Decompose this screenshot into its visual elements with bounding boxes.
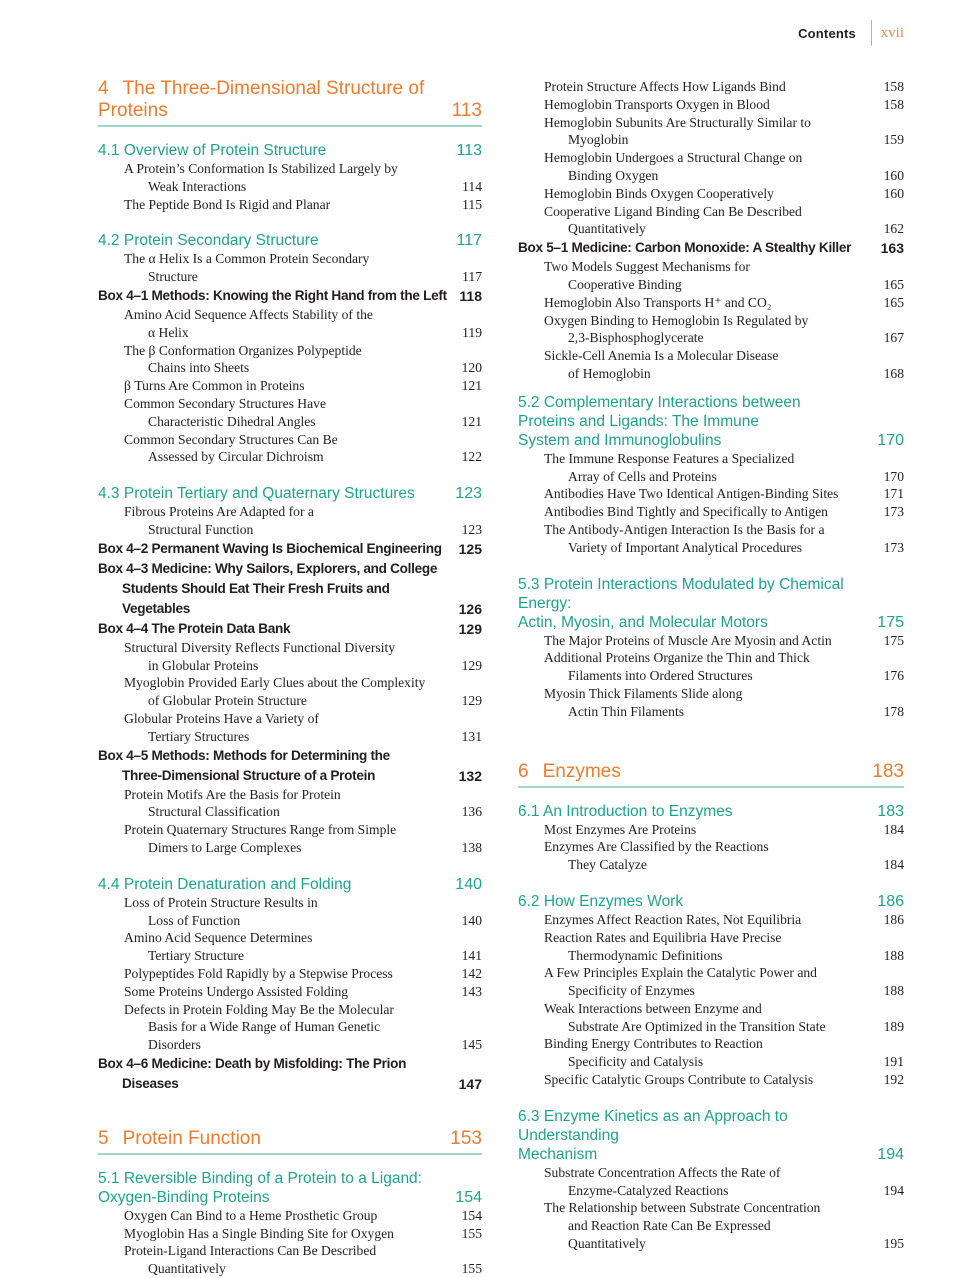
entry-title: Weak Interactions between Enzyme and Substrate Are Optimized in the Transition State	[544, 1000, 826, 1034]
box-entry[interactable]	[98, 539, 482, 559]
entry-title: Protein Motifs Are the Basis for Protein Structural Classification	[124, 786, 341, 820]
section-heading[interactable]	[98, 1169, 482, 1207]
entry-page: 125	[458, 540, 482, 557]
box-title: Box 5–1 Medicine: Carbon Monoxide: A Stealthy Killer	[518, 240, 852, 256]
toc-entry[interactable]	[518, 911, 904, 929]
entry-title: The β Conformation Organizes Polypeptide Chains into Sheets	[124, 342, 362, 376]
section-title: 4.4 Protein Denaturation and Folding	[98, 875, 352, 893]
chapter-title: Protein Function	[122, 1127, 261, 1149]
entry-page: 122	[461, 449, 482, 465]
entry-page: 192	[883, 1072, 904, 1088]
entry-page: 138	[461, 839, 482, 855]
running-head: Contents	[798, 26, 856, 41]
entry-page: 129	[461, 693, 482, 709]
entry-title: Amino Acid Sequence Determines Tertiary Structure	[124, 930, 313, 964]
box-entry[interactable]	[98, 559, 482, 619]
section-heading[interactable]	[518, 575, 904, 632]
entry-page: 188	[883, 983, 904, 999]
section-heading[interactable]	[518, 393, 904, 450]
entry-page: 120	[461, 360, 482, 376]
toc-entry[interactable]	[518, 1035, 904, 1071]
toc-entry[interactable]	[98, 710, 482, 746]
entry-title: Amino Acid Sequence Affects Stability of the α Helix	[124, 306, 373, 340]
entry-title: Enzymes Are Classified by the Reactions They Catalyze	[544, 839, 769, 873]
section-heading[interactable]	[518, 1107, 904, 1164]
toc-entry[interactable]	[98, 377, 482, 395]
entry-page: 194	[883, 1182, 904, 1198]
entry-title: Antibodies Have Two Identical Antigen-Binding Sites	[544, 486, 839, 502]
entry-title: Two Models Suggest Mechanisms for Cooperative Binding	[544, 259, 750, 292]
entry-title: Binding Energy Contributes to Reaction Specificity and Catalysis	[544, 1036, 763, 1070]
entry-title: Common Secondary Structures Have Characteristic Dihedral Angles	[124, 395, 326, 429]
entry-title: Additional Proteins Organize the Thin and Thick Filaments into Ordered Structures	[544, 650, 810, 684]
entry-title: Hemoglobin Undergoes a Structural Change on Binding Oxygen	[544, 150, 803, 183]
entry-page: 129	[458, 620, 482, 637]
entry-page: 162	[883, 221, 904, 237]
toc-entry[interactable]	[518, 838, 904, 874]
toc-entry[interactable]	[518, 114, 904, 150]
entry-page: 173	[883, 539, 904, 555]
entry-page: 191	[883, 1054, 904, 1070]
section-page: 113	[456, 142, 482, 159]
toc-entry[interactable]	[98, 250, 482, 286]
chapter-4-sections	[98, 141, 482, 1094]
toc-entry[interactable]	[518, 1164, 904, 1200]
chapter-number: 5	[98, 1127, 109, 1149]
toc-entry[interactable]	[98, 1001, 482, 1054]
section-page: 194	[877, 1145, 904, 1163]
chapter-6-sections	[518, 802, 904, 1253]
entry-title: Structural Diversity Reflects Functional Diversity in Globular Proteins	[124, 639, 396, 673]
toc-entry[interactable]	[518, 1199, 904, 1252]
toc-entry[interactable]	[98, 431, 482, 467]
toc-entry[interactable]	[98, 821, 482, 857]
entry-page: 131	[461, 728, 482, 744]
entry-page: 176	[883, 668, 904, 684]
entry-page: 163	[880, 240, 904, 257]
entry-title: Substrate Concentration Affects the Rate of Enzyme-Catalyzed Reactions	[544, 1164, 781, 1198]
toc-entry[interactable]	[518, 185, 904, 203]
section-title: 4.3 Protein Tertiary and Quaternary Structures	[98, 485, 415, 503]
entry-title: Protein-Ligand Interactions Can Be Described Quantitatively	[124, 1243, 377, 1277]
entry-title: Common Secondary Structures Can Be Assessed by Circular Dichroism	[124, 431, 338, 465]
section-heading[interactable]	[98, 484, 482, 503]
entry-page: 168	[883, 365, 904, 381]
entry-page: 123	[461, 521, 482, 537]
section-title: 6.3 Enzyme Kinetics as an Approach to Understanding Mechanism	[518, 1107, 788, 1163]
entry-page: 155	[461, 1261, 482, 1277]
entry-title: Cooperative Ligand Binding Can Be Described Quantitatively	[544, 203, 802, 237]
toc-entry[interactable]	[98, 786, 482, 822]
toc-column-left	[98, 78, 482, 1278]
entry-page: 140	[461, 912, 482, 928]
toc-column-right	[518, 78, 904, 1253]
entry-title: The Peptide Bond Is Rigid and Planar	[124, 196, 331, 212]
entry-page: 119	[462, 324, 482, 340]
section-title: 4.2 Protein Secondary Structure	[98, 232, 319, 250]
entry-page: 184	[883, 821, 904, 837]
toc-entry[interactable]	[98, 639, 482, 675]
chapter-page: 153	[450, 1127, 482, 1149]
toc-entry[interactable]	[518, 312, 904, 348]
box-entry[interactable]	[98, 286, 482, 306]
section-page: 123	[455, 485, 482, 503]
box-entry[interactable]	[98, 746, 482, 786]
toc-entry[interactable]	[98, 674, 482, 710]
entry-page: 170	[883, 468, 904, 484]
toc-entry[interactable]	[518, 450, 904, 486]
toc-entry[interactable]	[98, 1207, 482, 1225]
section-page: 140	[455, 875, 482, 893]
toc-entry[interactable]	[518, 203, 904, 239]
entry-page: 186	[883, 911, 904, 927]
toc-entry[interactable]	[518, 964, 904, 1000]
box-title: Box 4–1 Methods: Knowing the Right Hand from the Left	[98, 287, 447, 303]
toc-entry[interactable]	[518, 258, 904, 294]
entry-page: 132	[458, 767, 482, 784]
entry-title: A Protein’s Conformation Is Stabilized Largely by Weak Interactions	[124, 161, 398, 194]
entry-title: Hemoglobin Transports Oxygen in Blood	[544, 96, 770, 112]
chapter-heading[interactable]	[98, 1128, 482, 1155]
chapter-number: 6	[518, 760, 529, 782]
entry-page: 189	[883, 1018, 904, 1034]
entry-title: The Antibody-Antigen Interaction Is the Basis for a Variety of Important Analytical Procedures	[544, 521, 825, 555]
entry-title: Defects in Protein Folding May Be the Molecular Basis for a Wide Range of Human Genetic Disorders	[124, 1001, 394, 1053]
chapter-page: 183	[872, 760, 904, 782]
toc-entry[interactable]	[518, 632, 904, 650]
entry-title: Protein Quaternary Structures Range from Simple Dimers to Large Complexes	[124, 822, 397, 855]
entry-page: 167	[883, 330, 904, 346]
section-title: 5.1 Reversible Binding of a Protein to a Ligand: Oxygen-Binding Proteins	[98, 1169, 422, 1206]
entry-page: 147	[458, 1075, 482, 1092]
entry-title: Oxygen Binding to Hemoglobin Is Regulated by 2,3-Bisphosphoglycerate	[544, 312, 809, 346]
toc-entry[interactable]	[98, 503, 482, 539]
entry-page: 173	[883, 504, 904, 520]
toc-entry[interactable]	[98, 196, 482, 214]
toc-entry[interactable]	[98, 1242, 482, 1278]
toc-entry[interactable]	[518, 521, 904, 557]
entry-title: Reaction Rates and Equilibria Have Precise Thermodynamic Definitions	[544, 929, 782, 963]
entry-title: Myosin Thick Filaments Slide along Actin Thin Filaments	[544, 685, 743, 719]
section-heading[interactable]	[98, 875, 482, 894]
entry-page: 121	[461, 378, 482, 394]
entry-page: 115	[462, 196, 482, 212]
toc-entry[interactable]	[518, 821, 904, 839]
entry-title: Protein Structure Affects How Ligands Bind	[544, 79, 786, 94]
chapter-heading[interactable]	[518, 761, 904, 788]
toc-entry[interactable]	[518, 929, 904, 965]
entry-title: Most Enzymes Are Proteins	[544, 821, 697, 837]
section-title: 4.1 Overview of Protein Structure	[98, 142, 327, 159]
section-heading[interactable]	[518, 802, 904, 821]
folio	[871, 20, 908, 46]
toc-entry[interactable]	[518, 347, 904, 383]
page-folio: xvii	[880, 25, 904, 41]
entry-page: 160	[883, 185, 904, 201]
entry-title: Antibodies Bind Tightly and Specifically to Antigen	[544, 504, 828, 520]
section-5-1-continued	[518, 78, 904, 383]
toc-entry[interactable]	[518, 78, 904, 96]
toc-entry[interactable]	[98, 160, 482, 196]
section-title: 5.2 Complementary Interactions between Proteins and Ligands: The Immune System and Immunoglobulins	[518, 393, 801, 449]
entry-page: 143	[461, 983, 482, 999]
entry-page: 159	[883, 132, 904, 148]
entry-title: Hemoglobin Also Transports H⁺ and CO₂	[544, 294, 772, 310]
entry-title: Myoglobin Provided Early Clues about the Complexity of Globular Protein Structure	[124, 675, 426, 709]
box-entry[interactable]	[98, 619, 482, 639]
chapter-title: The Three-Dimensional Structure of Proteins	[98, 78, 425, 121]
entry-page: 184	[883, 857, 904, 873]
entry-page: 121	[461, 413, 482, 429]
toc-entry[interactable]	[98, 929, 482, 965]
box-title: Box 4–6 Medicine: Death by Misfolding: The Prion Diseases	[98, 1055, 407, 1091]
entry-title: The Major Proteins of Muscle Are Myosin and Actin	[544, 632, 832, 648]
toc-entry[interactable]	[518, 503, 904, 521]
entry-title: Some Proteins Undergo Assisted Folding	[124, 983, 349, 999]
section-title: 6.2 How Enzymes Work	[518, 892, 684, 910]
entry-title: Globular Proteins Have a Variety of Tertiary Structures	[124, 710, 319, 744]
entry-title: A Few Principles Explain the Catalytic Power and Specificity of Enzymes	[544, 965, 817, 999]
section-page: 186	[877, 892, 904, 910]
entry-page: 195	[883, 1236, 904, 1252]
toc-entry[interactable]	[98, 983, 482, 1001]
box-title: Box 4–2 Permanent Waving Is Biochemical Engineering	[98, 540, 442, 556]
box-title: Box 4–5 Methods: Methods for Determining the Three-Dimensional Structure of a Protein	[98, 747, 390, 783]
entry-page: 175	[883, 632, 904, 648]
entry-page: 160	[883, 167, 904, 183]
section-page: 154	[455, 1188, 482, 1206]
section-heading[interactable]	[98, 231, 482, 250]
toc-entry[interactable]	[518, 649, 904, 685]
toc-entry[interactable]	[518, 149, 904, 185]
entry-title: The Relationship between Substrate Concentration and Reaction Rate Can Be Expressed Quantitatively	[544, 1200, 821, 1252]
toc-entry[interactable]	[518, 294, 904, 312]
entry-page: 114	[462, 178, 482, 194]
section-heading[interactable]	[98, 141, 482, 160]
entry-page: 158	[883, 79, 904, 94]
chapter-5-sections-continued	[518, 393, 904, 721]
box-title: Box 4–4 The Protein Data Bank	[98, 620, 291, 636]
entry-page: 136	[461, 804, 482, 820]
entry-page: 178	[883, 703, 904, 719]
box-entry[interactable]	[98, 1054, 482, 1094]
toc-entry[interactable]	[518, 685, 904, 721]
section-page: 117	[456, 232, 482, 250]
entry-title: Hemoglobin Binds Oxygen Cooperatively	[544, 185, 774, 201]
chapter-heading[interactable]	[98, 78, 482, 127]
entry-page: 141	[461, 948, 482, 964]
toc-entry[interactable]	[98, 894, 482, 930]
entry-page: 145	[461, 1037, 482, 1053]
box-title: Box 4–3 Medicine: Why Sailors, Explorers, and College Students Should Eat Their Fresh Fruits and Vegetables	[98, 560, 438, 616]
entry-title: Polypeptides Fold Rapidly by a Stepwise Process	[124, 965, 393, 981]
entry-title: Oxygen Can Bind to a Heme Prosthetic Group	[124, 1207, 378, 1223]
entry-title: Loss of Protein Structure Results in Loss of Function	[124, 894, 318, 928]
entry-page: 126	[458, 600, 482, 617]
entry-page: 165	[883, 276, 904, 292]
section-title: 5.3 Protein Interactions Modulated by Chemical Energy: Actin, Myosin, and Molecular Motors	[518, 575, 844, 631]
box-entry[interactable]	[518, 238, 904, 258]
section-page: 170	[877, 431, 904, 449]
entry-page: 154	[461, 1207, 482, 1223]
chapter-page: 113	[451, 100, 482, 121]
entry-page: 155	[461, 1225, 482, 1241]
toc-entry[interactable]	[98, 342, 482, 378]
section-page: 183	[877, 802, 904, 820]
entry-page: 171	[883, 486, 904, 502]
chapter-title: Enzymes	[542, 760, 621, 782]
entry-title: β Turns Are Common in Proteins	[124, 378, 305, 394]
toc-entry[interactable]	[98, 306, 482, 342]
toc-entry[interactable]	[518, 485, 904, 503]
entry-page: 158	[883, 96, 904, 112]
chapter-5-sections	[98, 1169, 482, 1278]
section-title: 6.1 An Introduction to Enzymes	[518, 802, 733, 820]
entry-title: The Immune Response Features a Specialized Array of Cells and Proteins	[544, 450, 795, 484]
chapter-number: 4	[98, 78, 109, 99]
section-page: 175	[877, 613, 904, 631]
toc-entry[interactable]	[98, 395, 482, 431]
toc-entry[interactable]	[98, 1225, 482, 1243]
entry-page: 165	[883, 294, 904, 310]
entry-title: Specific Catalytic Groups Contribute to Catalysis	[544, 1072, 814, 1088]
toc-entry[interactable]	[518, 1000, 904, 1036]
entry-title: Myoglobin Has a Single Binding Site for Oxygen	[124, 1225, 394, 1241]
entry-page: 117	[462, 269, 482, 285]
toc-entry[interactable]	[518, 96, 904, 114]
entry-title: Fibrous Proteins Are Adapted for a Structural Function	[124, 504, 314, 537]
entry-page: 188	[883, 947, 904, 963]
section-heading[interactable]	[518, 892, 904, 911]
entry-page: 142	[461, 965, 482, 981]
entry-title: Enzymes Affect Reaction Rates, Not Equilibria	[544, 911, 802, 927]
toc-entry[interactable]	[518, 1071, 904, 1089]
entry-page: 129	[461, 657, 482, 673]
entry-title: The α Helix Is a Common Protein Secondary Structure	[124, 251, 370, 285]
entry-page: 118	[459, 287, 482, 304]
entry-title: Sickle-Cell Anemia Is a Molecular Disease of Hemoglobin	[544, 348, 779, 381]
toc-entry[interactable]	[98, 965, 482, 983]
entry-title: Hemoglobin Subunits Are Structurally Similar to Myoglobin	[544, 114, 811, 148]
